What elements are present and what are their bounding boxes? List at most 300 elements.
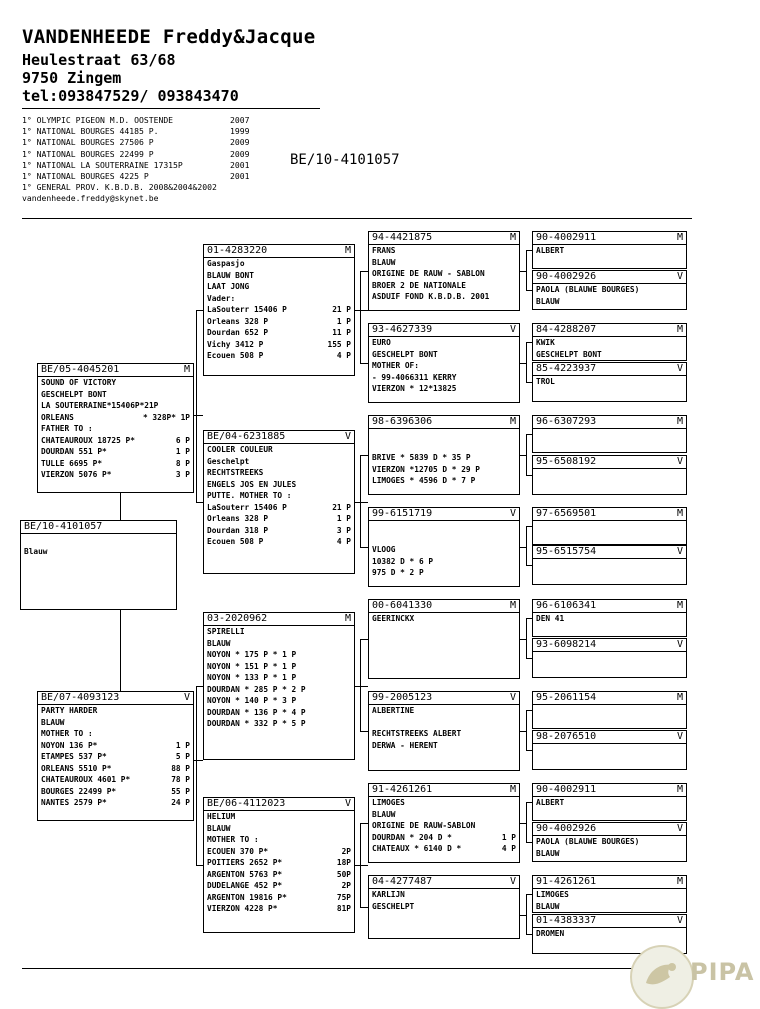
sex-marker: M bbox=[509, 416, 516, 427]
sex-marker: M bbox=[676, 784, 683, 795]
race-result-left: BOURGES 22499 P* bbox=[41, 786, 117, 796]
pedigree-box-mm bbox=[203, 797, 355, 933]
race-result bbox=[207, 718, 351, 730]
achievement-text: 1° NATIONAL BOURGES 22499 P bbox=[22, 148, 154, 159]
ring-header bbox=[533, 692, 686, 705]
ring-number: 93-4627339 bbox=[372, 324, 433, 335]
race-result-right: 155 P bbox=[327, 339, 351, 349]
ring-number: 96-6106341 bbox=[536, 600, 597, 611]
connector-line bbox=[520, 455, 526, 456]
race-result-left: DOURDAN * 204 D * bbox=[372, 832, 452, 842]
race-result-right: 21 P bbox=[332, 305, 351, 315]
race-result-right: 4 P bbox=[336, 351, 351, 361]
sex-marker: M bbox=[676, 876, 683, 887]
race-result-right: 55 P bbox=[171, 786, 190, 796]
race-result-left: Dourdan 318 P bbox=[207, 525, 269, 535]
race-result bbox=[41, 435, 190, 447]
pedigree-line: PARTY HARDER bbox=[41, 706, 98, 715]
pedigree-line: 975 D * 2 P bbox=[372, 568, 424, 578]
ring-number: 00-6041330 bbox=[372, 600, 433, 611]
race-result-left: DOURDAN * 332 P * 5 P bbox=[207, 719, 306, 729]
pedigree-box-gg-9 bbox=[532, 638, 687, 678]
pedigree-line: BLAUW bbox=[372, 257, 396, 267]
pedigree-line: BROER 2 DE NATIONALE bbox=[372, 280, 466, 290]
achievements-list bbox=[22, 115, 250, 205]
race-result-right: 1 P bbox=[501, 832, 516, 842]
pedigree-line bbox=[372, 717, 516, 729]
section-rule-bottom bbox=[22, 968, 692, 969]
sex-marker: M bbox=[676, 324, 683, 335]
ring-number: 98-2076510 bbox=[536, 731, 597, 742]
pedigree-line: KARLIJN bbox=[372, 890, 405, 899]
race-result-right: 2P bbox=[341, 846, 351, 856]
pedigree-line: RECHTSTREEKS bbox=[207, 468, 264, 478]
ring-header bbox=[533, 639, 686, 652]
ring-number: BE/04-6231885 bbox=[207, 431, 286, 442]
ring-number: 99-2005123 bbox=[372, 692, 433, 703]
ring-header bbox=[21, 521, 176, 534]
pedigree-box-mother bbox=[37, 691, 194, 821]
pedigree-box-gg-4 bbox=[532, 415, 687, 453]
race-result bbox=[207, 684, 351, 696]
pedigree-line: LIMOGES * 4596 D * 7 P bbox=[372, 476, 476, 486]
race-result-left: CHATEAUROUX 4601 P* bbox=[41, 775, 131, 785]
pedigree-line: GESCHELPT BONT bbox=[41, 389, 107, 399]
pedigree-line: COOLER COULEUR bbox=[207, 445, 273, 454]
ring-header bbox=[533, 456, 686, 469]
ring-number: 90-4002911 bbox=[536, 784, 597, 795]
pedigree-line: ORIGINE DE RAUW - SABLON bbox=[372, 269, 485, 279]
pedigree-line: TROL bbox=[536, 377, 555, 386]
race-result-left: ORLEANS bbox=[41, 412, 74, 422]
achievement-item bbox=[22, 182, 217, 193]
achievement-item bbox=[22, 137, 250, 148]
race-result bbox=[207, 649, 351, 661]
pedigree-line: VIERZON *12705 D * 29 P bbox=[372, 464, 480, 474]
achievement-year: 2007 bbox=[230, 115, 250, 125]
sex-marker: V bbox=[509, 876, 516, 887]
breeder-phone: tel:093847529/ 093843470 bbox=[22, 87, 239, 105]
ring-header bbox=[533, 876, 686, 889]
achievement-text: 1° NATIONAL BOURGES 44185 P. bbox=[22, 126, 159, 137]
race-result-right: 21 P bbox=[332, 502, 351, 512]
pedigree-line: HELIUM bbox=[207, 812, 236, 821]
connector-line bbox=[355, 310, 368, 311]
sex-marker: V bbox=[344, 798, 351, 809]
pedigree-line: SOUND OF VICTORY bbox=[41, 378, 117, 387]
pedigree-line: PUTTE. MOTHER TO : bbox=[207, 491, 292, 501]
race-result-left: Orleans 328 P bbox=[207, 316, 269, 326]
race-result-left: ARGENTON 5763 P* bbox=[207, 869, 283, 879]
pedigree-line: BLAUW bbox=[536, 901, 560, 911]
race-result-left: LaSouterr 15406 P bbox=[207, 305, 287, 315]
ring-header bbox=[204, 431, 354, 444]
achievement-item bbox=[22, 148, 250, 160]
pedigree-line: DROMEN bbox=[536, 929, 565, 938]
pedigree-line: ORIGINE DE RAUW-SABLON bbox=[372, 821, 476, 831]
connector-line bbox=[360, 455, 361, 547]
pedigree-line: LAAT JONG bbox=[207, 282, 250, 292]
ring-number: 98-6396306 bbox=[372, 416, 433, 427]
ring-number: 85-4223937 bbox=[536, 363, 597, 374]
ring-header bbox=[533, 731, 686, 744]
achievement-item bbox=[22, 159, 250, 171]
pedigree-line: PAOLA (BLAUWE BOURGES) bbox=[536, 285, 640, 294]
race-result-right: 78 P bbox=[171, 775, 190, 785]
race-result bbox=[207, 327, 351, 339]
pedigree-line: GESCHELPT bbox=[372, 901, 415, 911]
connector-line bbox=[526, 710, 527, 750]
pedigree-line: GESCHELPT BONT bbox=[536, 349, 602, 359]
connector-line bbox=[120, 493, 121, 520]
connector-line bbox=[520, 639, 526, 640]
ring-header bbox=[369, 600, 519, 613]
pedigree-box-gg-12 bbox=[532, 783, 687, 821]
sex-marker: M bbox=[509, 784, 516, 795]
pedigree-line: VIERZON * 12*13825 bbox=[372, 384, 457, 394]
race-result bbox=[41, 740, 190, 752]
pedigree-box-g2 bbox=[368, 323, 520, 403]
race-result-left: DUDELANGE 452 P* bbox=[207, 881, 283, 891]
achievement-item bbox=[22, 126, 250, 137]
pedigree-line bbox=[372, 521, 516, 533]
ring-number: 01-4283220 bbox=[207, 245, 268, 256]
ring-number: 95-2061154 bbox=[536, 692, 597, 703]
sex-marker: M bbox=[183, 364, 190, 375]
race-result bbox=[207, 695, 351, 707]
race-result bbox=[207, 502, 351, 514]
ring-header bbox=[533, 232, 686, 245]
ring-header bbox=[369, 416, 519, 429]
pedigree-line: BLAUW bbox=[372, 809, 396, 819]
ring-number: BE/07-4093123 bbox=[41, 692, 120, 703]
race-result-left: NANTES 2579 P* bbox=[41, 798, 107, 808]
ring-header bbox=[204, 798, 354, 811]
race-result-left: LaSouterr 15406 P bbox=[207, 502, 287, 512]
ring-number: 90-4002926 bbox=[536, 271, 597, 282]
ring-number: 99-6151719 bbox=[372, 508, 433, 519]
ring-header bbox=[533, 600, 686, 613]
connector-line bbox=[355, 686, 368, 687]
main-ring-number: BE/10-4101057 bbox=[290, 152, 400, 168]
connector-line bbox=[526, 802, 527, 842]
achievement-text: 1° OLYMPIC PIGEON M.D. OOSTENDE bbox=[22, 115, 174, 125]
ring-header bbox=[533, 508, 686, 521]
race-result-right: 11 P bbox=[332, 328, 351, 338]
connector-line bbox=[196, 686, 197, 760]
pedigree-line: LIMOGES bbox=[372, 798, 405, 807]
pedigree-box-gg-2 bbox=[532, 323, 687, 361]
pedigree-box-g1 bbox=[368, 231, 520, 311]
ring-number: 95-6508192 bbox=[536, 456, 597, 467]
connector-line bbox=[360, 639, 368, 640]
pedigree-line: DEN 41 bbox=[536, 614, 565, 623]
pedigree-box-gg-1 bbox=[532, 270, 687, 310]
race-result-left: VIERZON 4228 P* bbox=[207, 904, 278, 914]
pedigree-line: BLAUW bbox=[41, 717, 65, 727]
pedigree-box-gg-3 bbox=[532, 362, 687, 402]
achievement-year: 2001 bbox=[230, 171, 250, 182]
connector-line bbox=[360, 731, 368, 732]
pedigree-box-g6 bbox=[368, 691, 520, 771]
sex-marker: V bbox=[676, 271, 683, 282]
connector-line bbox=[360, 271, 361, 363]
race-result bbox=[207, 316, 351, 328]
achievement-item bbox=[22, 193, 217, 204]
pedigree-box-gg-0 bbox=[532, 231, 687, 269]
pedigree-box-gg-11 bbox=[532, 730, 687, 770]
race-result-right: 75P bbox=[336, 892, 351, 902]
connector-line bbox=[520, 363, 526, 364]
pedigree-line: Gaspasjo bbox=[207, 259, 245, 268]
pedigree-box-gg-6 bbox=[532, 507, 687, 545]
achievement-item bbox=[22, 171, 250, 182]
pedigree-line: MOTHER TO : bbox=[41, 729, 93, 739]
pedigree-line: ALBERT bbox=[536, 798, 565, 807]
ring-header bbox=[533, 546, 686, 559]
race-result bbox=[207, 525, 351, 537]
achievement-text: vandenheede.freddy@skynet.be bbox=[22, 193, 159, 204]
race-result-left: Ecouen 508 P bbox=[207, 537, 264, 547]
pedigree-line: SPIRELLI bbox=[207, 627, 245, 636]
connector-line bbox=[355, 865, 368, 866]
race-result bbox=[207, 672, 351, 684]
race-result bbox=[207, 857, 351, 869]
race-result-right: 1 P bbox=[336, 514, 351, 524]
connector-line bbox=[360, 547, 368, 548]
ring-number: 96-6307293 bbox=[536, 416, 597, 427]
pedigree-box-g4 bbox=[368, 507, 520, 587]
race-result-left: Dourdan 652 P bbox=[207, 328, 269, 338]
race-result-left: CHATEAUROUX 18725 P* bbox=[41, 435, 135, 445]
pedigree-box-father bbox=[37, 363, 194, 493]
race-result bbox=[372, 832, 516, 844]
race-result-right: 88 P bbox=[171, 763, 190, 773]
sex-marker: V bbox=[676, 546, 683, 557]
race-result bbox=[207, 536, 351, 548]
pedigree-line: BLAUW BONT bbox=[207, 270, 254, 280]
ring-number: 90-4002926 bbox=[536, 823, 597, 834]
race-result-right: 18P bbox=[336, 858, 351, 868]
ring-header bbox=[204, 613, 354, 626]
pedigree-box-fm bbox=[203, 430, 355, 574]
pedigree-box-subject bbox=[20, 520, 177, 610]
pedigree-line: GESCHELPT BONT bbox=[372, 349, 438, 359]
pedigree-line: PAOLA (BLAUWE BOURGES) bbox=[536, 837, 640, 846]
pedigree-line: RECHTSTREEKS ALBERT bbox=[372, 729, 462, 739]
ring-header bbox=[369, 324, 519, 337]
sex-marker: M bbox=[676, 416, 683, 427]
ring-header bbox=[204, 245, 354, 258]
race-result bbox=[41, 786, 190, 798]
connector-line bbox=[196, 686, 203, 687]
achievement-text: 1° NATIONAL LA SOUTERRAINE 17315P bbox=[22, 159, 183, 170]
pedigree-line: VLOOG bbox=[372, 545, 396, 555]
race-result-right: 4 P bbox=[336, 537, 351, 547]
pedigree-line: ENGELS JOS EN JULES bbox=[207, 479, 297, 489]
race-result bbox=[207, 707, 351, 719]
race-result-right: 81P bbox=[336, 904, 351, 914]
connector-line bbox=[355, 502, 368, 503]
race-result-right: 4 P bbox=[501, 844, 516, 854]
connector-line bbox=[360, 639, 361, 731]
pedigree-line: EURO bbox=[372, 338, 391, 347]
pedigree-line: BLAUW bbox=[536, 848, 560, 858]
ring-header bbox=[38, 692, 193, 705]
sex-marker: M bbox=[344, 613, 351, 624]
sex-marker: V bbox=[344, 431, 351, 442]
pipa-logo-text: PIPA bbox=[690, 958, 755, 986]
connector-line bbox=[360, 907, 368, 908]
connector-line bbox=[196, 310, 197, 415]
pedigree-line: FRANS bbox=[372, 246, 396, 255]
sex-marker: V bbox=[676, 363, 683, 374]
race-result-left: NOYON * 133 P * 1 P bbox=[207, 673, 297, 683]
sex-marker: M bbox=[676, 232, 683, 243]
race-result bbox=[41, 469, 190, 481]
achievement-text: 1° NATIONAL BOURGES 27506 P bbox=[22, 137, 154, 148]
race-result-left: NOYON 136 P* bbox=[41, 740, 98, 750]
race-result-left: NOYON * 175 P * 1 P bbox=[207, 650, 297, 660]
connector-line bbox=[120, 610, 121, 691]
pigeon-icon bbox=[632, 947, 688, 1003]
connector-line bbox=[520, 823, 526, 824]
achievement-text: 1° NATIONAL BOURGES 4225 P bbox=[22, 171, 149, 182]
race-result bbox=[207, 339, 351, 351]
sex-marker: M bbox=[676, 692, 683, 703]
race-result bbox=[207, 661, 351, 673]
ring-header bbox=[369, 692, 519, 705]
race-result-left: CHATEAUX * 6140 D * bbox=[372, 844, 462, 854]
pedigree-line bbox=[372, 429, 516, 441]
ring-header bbox=[38, 364, 193, 377]
race-result bbox=[41, 446, 190, 458]
race-result bbox=[207, 513, 351, 525]
connector-line bbox=[526, 250, 527, 290]
race-result bbox=[207, 903, 351, 915]
ring-number: 91-4261261 bbox=[372, 784, 433, 795]
pedigree-line: Blauw bbox=[24, 546, 48, 556]
race-result-left: Ecouen 508 P bbox=[207, 351, 264, 361]
pedigree-line: ASDUIF FOND K.B.D.B. 2001 bbox=[372, 292, 490, 302]
race-result bbox=[372, 843, 516, 855]
ring-header bbox=[369, 508, 519, 521]
race-result bbox=[207, 846, 351, 858]
race-result bbox=[207, 350, 351, 362]
connector-line bbox=[196, 865, 203, 866]
connector-line bbox=[360, 823, 368, 824]
sex-marker: M bbox=[676, 508, 683, 519]
breeder-street: Heulestraat 63/68 bbox=[22, 51, 176, 69]
connector-line bbox=[526, 434, 527, 475]
section-rule-top bbox=[22, 218, 692, 219]
connector-line bbox=[360, 455, 368, 456]
pedigree-box-gg-5 bbox=[532, 455, 687, 495]
race-result-right: 24 P bbox=[171, 798, 190, 808]
pedigree-line: Vader: bbox=[207, 293, 236, 303]
sex-marker: V bbox=[676, 456, 683, 467]
achievement-year: 2009 bbox=[230, 148, 250, 159]
race-result bbox=[207, 892, 351, 904]
ring-header bbox=[533, 416, 686, 429]
pedigree-line: BLAUW bbox=[207, 638, 231, 648]
race-result-left: NOYON * 140 P * 3 P bbox=[207, 696, 297, 706]
ring-number: 93-6098214 bbox=[536, 639, 597, 650]
pedigree-box-ff bbox=[203, 244, 355, 376]
connector-line bbox=[526, 526, 527, 565]
connector-line bbox=[526, 894, 527, 934]
pedigree-line bbox=[372, 533, 516, 545]
pedigree-box-g7 bbox=[368, 783, 520, 863]
header-rule bbox=[22, 108, 320, 109]
ring-number: 95-6515754 bbox=[536, 546, 597, 557]
race-result-left: NOYON * 151 P * 1 P bbox=[207, 661, 297, 671]
ring-header bbox=[533, 271, 686, 284]
connector-line bbox=[520, 915, 526, 916]
sex-marker: V bbox=[676, 915, 683, 926]
race-result-left: DOURDAN * 136 P * 4 P bbox=[207, 707, 306, 717]
breeder-name: VANDENHEEDE Freddy&Jacque bbox=[22, 26, 316, 48]
pedigree-box-g5 bbox=[368, 599, 520, 679]
achievement-item bbox=[22, 115, 250, 126]
race-result-right: 1 P bbox=[175, 740, 190, 750]
ring-header bbox=[533, 915, 686, 928]
race-result-right: 50P bbox=[336, 869, 351, 879]
sex-marker: V bbox=[509, 508, 516, 519]
ring-header bbox=[533, 784, 686, 797]
achievement-year: 2001 bbox=[230, 159, 250, 170]
pedigree-line: - 99-4066311 KERRY bbox=[372, 372, 457, 382]
race-result bbox=[41, 797, 190, 809]
ring-header bbox=[533, 324, 686, 337]
ring-header bbox=[533, 823, 686, 836]
race-result bbox=[207, 304, 351, 316]
race-result-left: Vichy 3412 P bbox=[207, 339, 264, 349]
pedigree-line: BLAUW bbox=[536, 296, 560, 306]
pedigree-line: MOTHER OF: bbox=[372, 361, 419, 371]
race-result-left: DOURDAN 551 P* bbox=[41, 447, 107, 457]
ring-number: 97-6569501 bbox=[536, 508, 597, 519]
race-result-right: 3 P bbox=[175, 470, 190, 480]
race-result-right: 1 P bbox=[175, 447, 190, 457]
ring-number: 03-2020962 bbox=[207, 613, 268, 624]
pedigree-line: BLAUW bbox=[207, 823, 231, 833]
race-result-right: 8 P bbox=[175, 458, 190, 468]
race-result-right: 2P bbox=[341, 881, 351, 891]
race-result-left: ETAMPES 537 P* bbox=[41, 752, 107, 762]
pedigree-line: DERWA - HERENT bbox=[372, 740, 438, 750]
race-result-left: Orleans 328 P bbox=[207, 514, 269, 524]
connector-line bbox=[196, 415, 197, 502]
ring-number: BE/10-4101057 bbox=[24, 521, 103, 532]
pedigree-box-gg-8 bbox=[532, 599, 687, 637]
ring-number: 94-4421875 bbox=[372, 232, 433, 243]
race-result-left: ORLEANS 5510 P* bbox=[41, 763, 112, 773]
sex-marker: V bbox=[183, 692, 190, 703]
race-result-right: 5 P bbox=[175, 752, 190, 762]
race-result-left: DOURDAN * 285 P * 2 P bbox=[207, 684, 306, 694]
achievement-year: 2009 bbox=[230, 137, 250, 148]
ring-number: 04-4277487 bbox=[372, 876, 433, 887]
pedigree-line: Geschelpt bbox=[207, 456, 250, 466]
ring-header bbox=[369, 876, 519, 889]
ring-header bbox=[369, 232, 519, 245]
pedigree-line: ALBERTINE bbox=[372, 706, 415, 715]
pedigree-line: LIMOGES bbox=[536, 890, 569, 899]
ring-number: BE/05-4045201 bbox=[41, 364, 120, 375]
sex-marker: V bbox=[676, 823, 683, 834]
ring-header bbox=[533, 363, 686, 376]
